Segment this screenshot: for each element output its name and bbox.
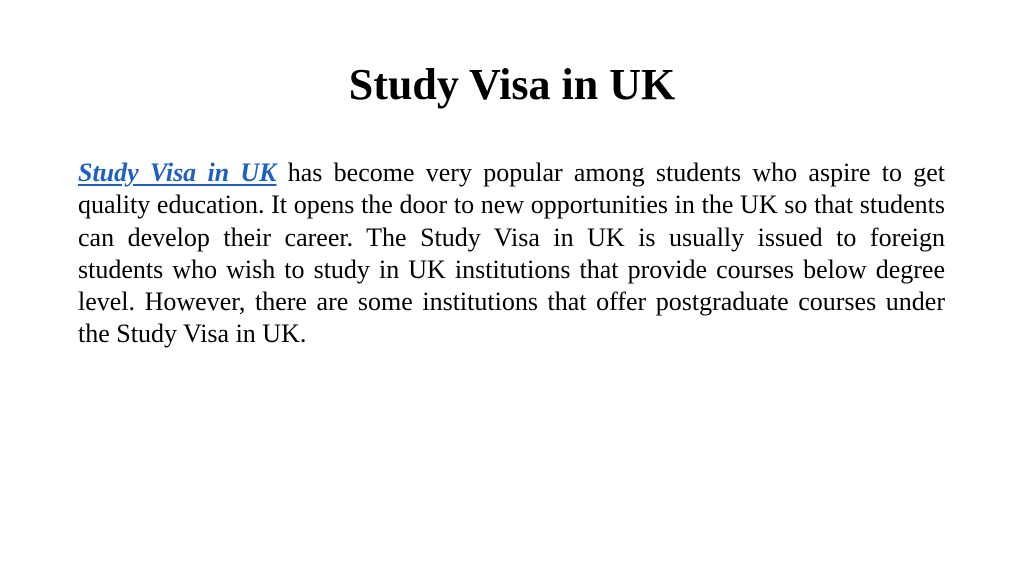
paragraph-text: has become very popular among students who aspire to get quality education. It opens the door to new opportunities in the UK so that students can develop their career. The Study Visa in UK is usually issued to foreign students who wish to study in UK institutions that provide courses below degree level. However, there are some institutions that offer postgraduate courses under the Study Visa in UK. — [78, 158, 946, 349]
body-paragraph — [78, 157, 945, 351]
study-visa-link[interactable]: Study Visa in UK — [78, 158, 277, 187]
slide-title: Study Visa in UK — [348, 60, 676, 109]
